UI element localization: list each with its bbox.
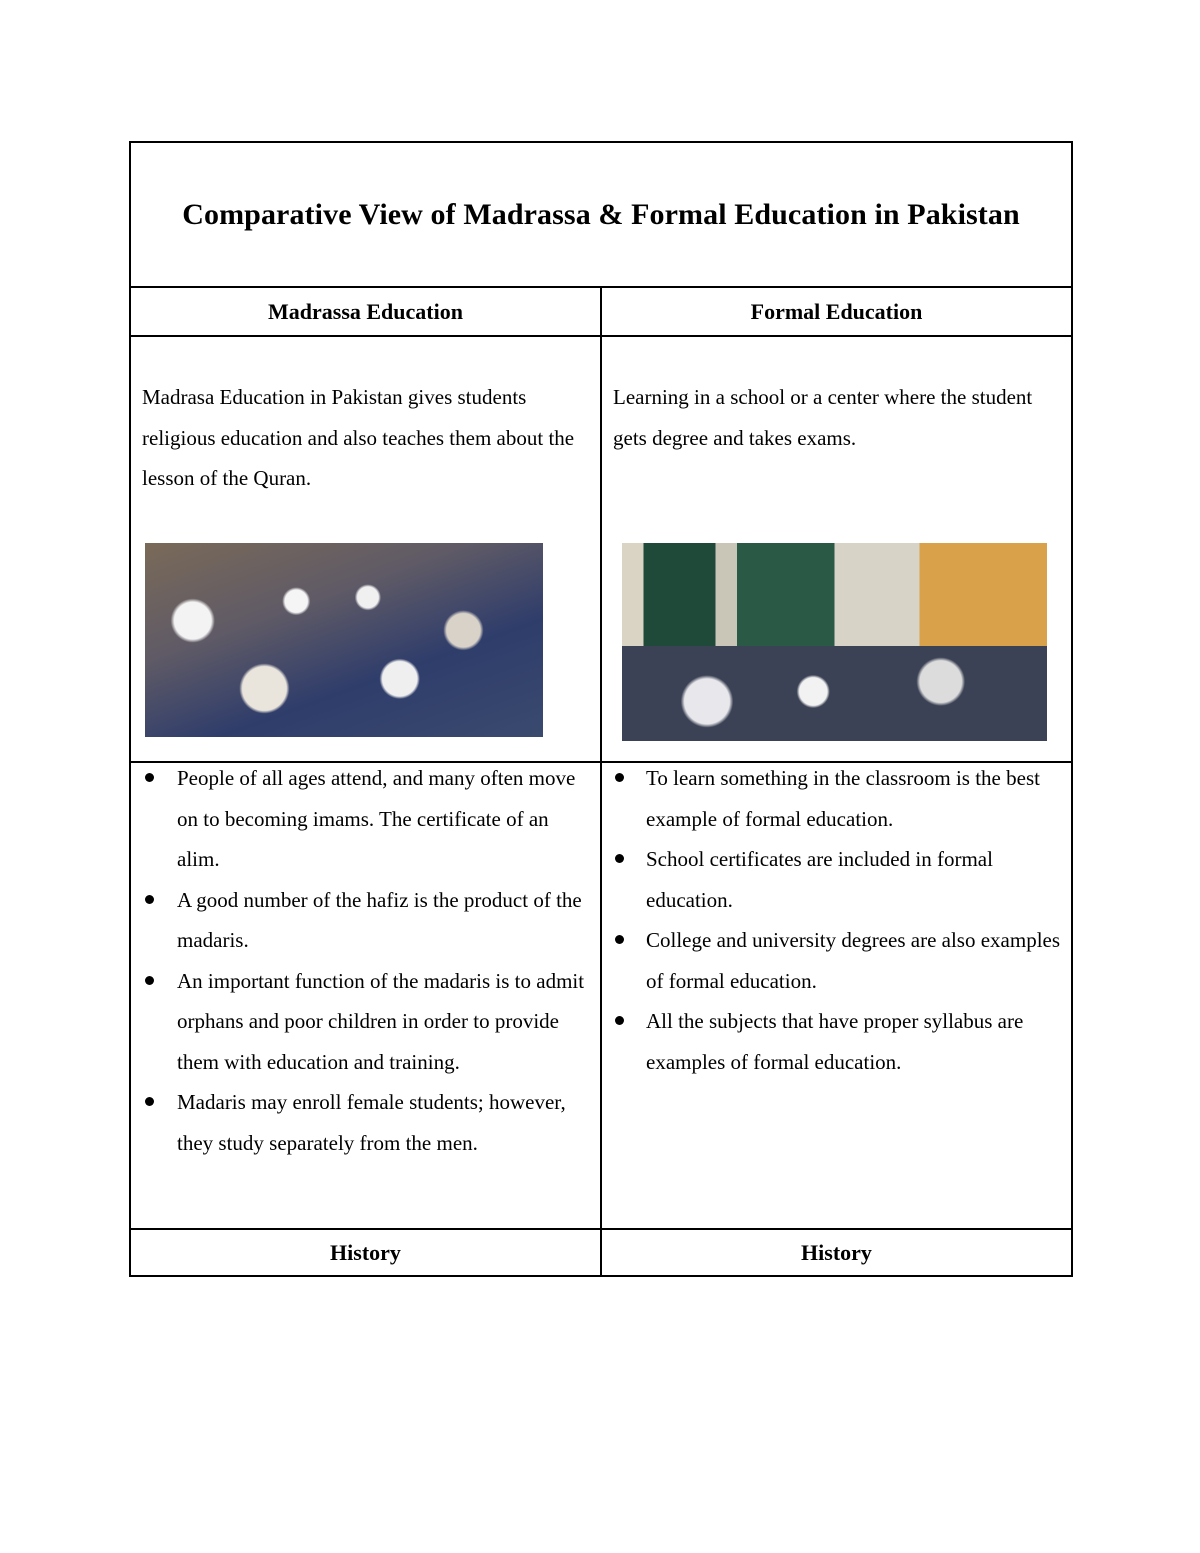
list-item — [602, 839, 1061, 920]
formal-bullets-cell — [601, 762, 1072, 1229]
madrassa-bullets-cell — [130, 762, 601, 1229]
list-item-text: A good number of the hafiz is the product of the madaris. — [177, 887, 582, 952]
description-row — [130, 336, 1072, 762]
list-item-text: College and university degrees are also examples of formal education. — [646, 928, 1061, 993]
title-cell — [130, 142, 1072, 287]
bullet-icon — [145, 773, 154, 782]
bullet-icon — [145, 976, 154, 985]
bullet-icon — [615, 1016, 624, 1025]
list-item — [602, 920, 1061, 1001]
list-item — [131, 961, 590, 1083]
bullet-icon — [145, 895, 154, 904]
document-title: Comparative View of Madrassa & Formal Education in Pakistan — [182, 197, 1020, 231]
heading-row — [130, 287, 1072, 336]
list-item-text: School certificates are included in formal education. — [646, 847, 993, 912]
list-item-text: Madaris may enroll female students; however, they study separately from the men. — [177, 1090, 566, 1155]
list-item-text: An important function of the madaris is to admit orphans and poor children in order to provide them with education and training. — [177, 968, 585, 1074]
madrassa-description-cell — [130, 336, 601, 762]
formal-description: Learning in a school or a center where the student gets degree and takes exams. — [613, 385, 1033, 450]
formal-bullet-list — [602, 758, 1071, 1082]
list-item — [602, 758, 1061, 839]
bullet-icon — [615, 854, 624, 863]
list-item — [602, 1001, 1061, 1082]
list-item-text: To learn something in the classroom is the best example of formal education. — [646, 766, 1040, 831]
comparison-table — [129, 141, 1073, 1277]
bullet-icon — [615, 935, 624, 944]
list-item — [131, 880, 590, 961]
madrassa-history-heading: History — [130, 1229, 601, 1276]
madrassa-classroom-photo — [145, 543, 543, 737]
bullet-icon — [615, 773, 624, 782]
bullet-icon — [145, 1097, 154, 1106]
madrassa-description: Madrasa Education in Pakistan gives students religious education and also teaches them about the lesson of the Quran. — [142, 385, 575, 490]
madrassa-heading: Madrassa Education — [130, 287, 601, 336]
madrassa-bullet-list — [131, 758, 600, 1163]
list-item — [131, 758, 590, 880]
history-row — [130, 1229, 1072, 1276]
list-item-text: All the subjects that have proper syllabus are examples of formal education. — [646, 1009, 1024, 1074]
formal-description-cell — [601, 336, 1072, 762]
list-item-text: People of all ages attend, and many often move on to becoming imams. The certificate of an alim. — [177, 766, 576, 871]
list-item — [131, 1082, 590, 1163]
formal-heading: Formal Education — [601, 287, 1072, 336]
bullets-row — [130, 762, 1072, 1229]
formal-history-heading: History — [601, 1229, 1072, 1276]
title-row — [130, 142, 1072, 287]
formal-classroom-photo — [622, 543, 1047, 741]
